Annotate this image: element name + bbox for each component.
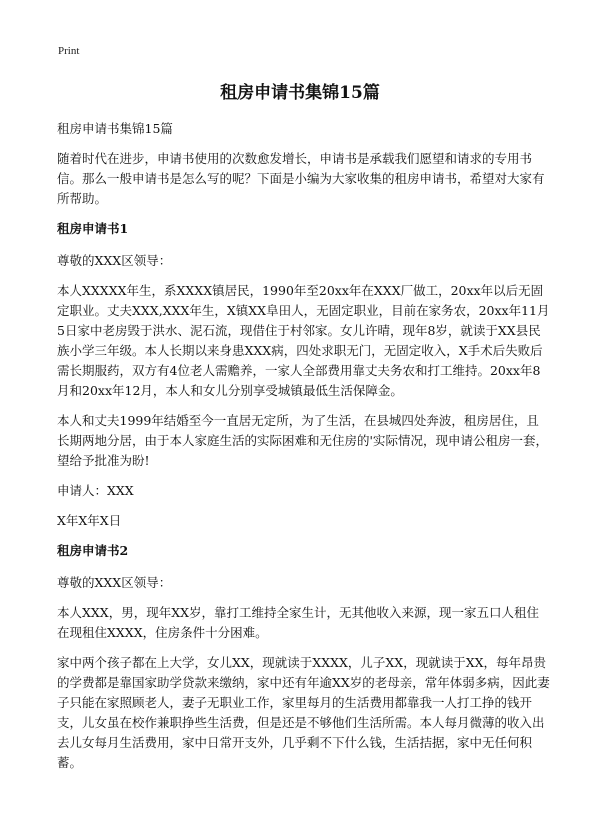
intro-paragraph: 随着时代在进步，申请书使用的次数愈发增长，申请书是承载我们愿望和请求的专用书信。那么一般申请书是怎么写的呢？下面是小编为大家收集的租房申请书，希望对大家有所帮助。 [57, 151, 545, 206]
page-title: 租房申请书集锦15篇 [220, 83, 380, 103]
section-heading-2: 租房申请书2 [57, 543, 129, 558]
section-1-greeting: 尊敬的XXX区领导： [57, 253, 172, 268]
section-1-paragraph-1: 本人XXXXX年生，系XXXX镇居民，1990年至20xx年在XXX厂做工，20xx年以后无固定职业。丈夫XXX,XXX年生，X镇XX阜田人，无固定职业，目前在家务农，20xx年11月5日家中老房毁于洪水、泥石流，现借住于村邻家。女儿许晴，现年8岁，就读于XX县民族小学三年级。本人长期以来身患XXX病，四处求职无门，无固定收入，X手术后失败后需长期服药，双方有4位老人需赡养，一家人全部费用靠丈夫务农和打工维持。20xx年8月和20xx年12月，本人和女儿分别享受城镇最低生活保障金。 [57, 283, 550, 398]
print-label: Print [58, 45, 80, 57]
section-2-greeting: 尊敬的XXX区领导： [57, 575, 172, 590]
section-2-paragraph-1: 本人XXX，男，现年XX岁，靠打工维持全家生计，无其他收入来源，现一家五口人租住在现租住XXXX，住房条件十分困难。 [57, 605, 539, 640]
subtitle: 租房申请书集锦15篇 [57, 121, 173, 136]
section-1-paragraph-2: 本人和丈夫1999年结婚至今一直居无定所，为了生活，在县城四处奔波，租房居住，且长期两地分居，由于本人家庭生活的实际困难和无住房的'实际情况，现申请公租房一套，望给予批准为盼! [57, 413, 548, 468]
section-1-applicant: 申请人：XXX [57, 483, 134, 498]
section-heading-1: 租房申请书1 [57, 221, 129, 236]
section-2-paragraph-2: 家中两个孩子都在上大学，女儿XX，现就读于XXXX，儿子XX，现就读于XX，每年昂贵的学费都是靠国家助学贷款来缴纳，家中还有年逾XX岁的老母亲，常年体弱多病，因此妻子只能在家照顾老人，妻子无职业工作，家里每月的生活费用都靠我一人打工挣的钱开支，儿女虽在校作兼职挣些生活费，但是还是不够他们生活所需。本人每月微薄的收入出去儿女每月生活费用，家中日常开支外，几乎剩不下什么钱，生活拮据，家中无任何积蓄。 [57, 655, 550, 770]
document-body [57, 119, 551, 783]
section-1-date: X年X年X日 [57, 513, 122, 528]
